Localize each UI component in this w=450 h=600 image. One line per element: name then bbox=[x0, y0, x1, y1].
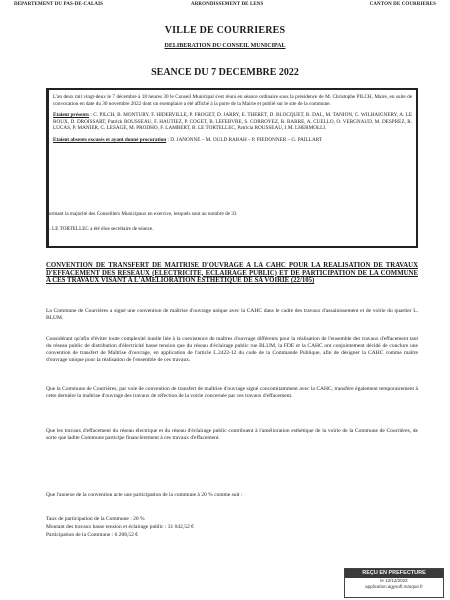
deliberation-subtitle: DELIBERATION DU CONSEIL MUNICIPAL bbox=[164, 43, 286, 49]
paragraph-2: Considérant qu'afin d'éviter toute complexité inutile liée à la coexistence de maîtres d'ouvrage différents pour la réalisation de l'ensemble des travaux d'effacement tant du réseau public de distribution d'électricité basse tension que du réseau d'éclairage public rue BLUM, la FDE et la CAHC ont conjointement décidé de conclure une convention de transfert de Maîtrise d'ouvrage, en application de l'article L.2422-12 du code de la Commande Publique, afin de désigner la CAHC comme maître d'ouvrage unique pour la réalisation de l'ensemble de ces travaux. bbox=[46, 336, 418, 363]
attendance-box bbox=[46, 88, 418, 248]
header-canton: CANTON DE COURRIERES bbox=[369, 2, 436, 7]
present-list: : C. PILCH, B. MONTURY, F. HIDERVILLE, P. FROGET, D. JARRY, E. THERET, D. BLOCQUET, B. DAL, M. TANION, C. WILHAIGNERY, A. LE ROUX, D. DROISSART, Patrick ROUSSEAU, F. HAUTIEZ, P. COGET, B. LEFEBVRE, S. CORROYEZ, R. BARRE, A. CUELLO, O. VERGNAUD, M. DESPREZ, R. LUCAS, P. MANIER, C. LESAGE, M. PRODHO, F. LAMBERT, B. LE TORTELLEC, Patricia ROUSSEAU, J.M. LHERMOLLI. bbox=[53, 112, 412, 132]
list-item: Montant des travaux basse tension et éclairage public : 31 042,52 € bbox=[46, 523, 194, 530]
secretary-text: B. LE TORTELLEC a été élue secrétaire de séance. bbox=[46, 226, 154, 232]
participation-list bbox=[46, 516, 346, 539]
prefecture-stamp bbox=[344, 568, 444, 598]
present-label: Etaient présents bbox=[53, 112, 89, 119]
paragraph-1: La Commune de Courrières a signé une convention de maîtrise d'ouvrage unique avec la CAHC dans le cadre des travaux d'assainissement et de voirie du quartier L. BLUM. bbox=[46, 308, 418, 321]
present-paragraph bbox=[53, 112, 412, 132]
absent-list: : D. JANONNE – M. OULD RABAH – P. PIEDONNER – G. PAILLART bbox=[167, 136, 323, 143]
page-title: VILLE DE COURRIERES bbox=[164, 25, 286, 36]
stamp-date: le 12/12/2022 bbox=[380, 578, 408, 583]
absent-label: Etaient absents excusés et ayant donné procuration bbox=[53, 136, 167, 143]
absent-paragraph bbox=[53, 137, 412, 144]
list-item: Taux de participation de la Commune : 20 % bbox=[46, 516, 145, 522]
session-date: SEANCE DU 7 DECEMBRE 2022 bbox=[151, 67, 299, 78]
stamp-title: REÇU EN PREFECTURE bbox=[345, 569, 443, 578]
header-department: DEPARTEMENT DU PAS-DE-CALAIS bbox=[14, 2, 104, 7]
paragraph-4: Que les travaux d'effacement du réseau électrique et du réseau d'éclairage public contribuent à l'amélioration esthétique de la voirie de la Commune de Courrières, de sorte que ladite Commune participe financièrement à ces travaux d'effacement. bbox=[46, 428, 418, 441]
header-arrondissement: ARRONDISSEMENT DE LENS bbox=[191, 2, 264, 7]
section-heading: CONVENTION DE TRANSFERT DE MAITRISE D'OUVRAGE A LA CAHC POUR LA REALISATION DE TRAVAUX D'EFFACEMENT DES RESEAUX (ELECTRICITE, ECLAIRAGE PUBLIC) ET DE PARTICIPATION DE LA COMMUNE A CES TRAVAUX VISANT A L'AMELIORATION ESTHETIQUE DE SA VOIRIE (22/105) bbox=[46, 262, 418, 284]
paragraph-5: Que l'annexe de la convention acte une participation de la commune à 20 % comme suit : bbox=[46, 492, 243, 498]
stamp-url: application.agysoft.marque.fr bbox=[365, 584, 423, 589]
intro-paragraph: L'an deux mil vingt-deux le 7 décembre à 18 heures 30 le Conseil Municipal s'est réuni en séance ordinaire sous la présidence de M. Christophe PILCH, Maire, en suite de convocation en date du 30 novembre 2022 dont un exemplaire a été affiché à la porte de la Mairie et publié sur le site de la commune. bbox=[53, 94, 412, 107]
list-item: Participation de la Commune : 6 208,52 € bbox=[46, 531, 138, 538]
quorum-text: Formant la majorité des Conseillers Municipaux en exercice, lesquels sont au nombre de 33 bbox=[46, 211, 237, 217]
paragraph-3: Que la Commune de Courrières, par voie de convention de transfert de maîtrise d'ouvrage signé concomitamment avec la CAHC, transfère également temporairement à cette dernière la maîtrise d'ouvrage des travaux de réfection de la voirie concernée par ces travaux d'effacement. bbox=[46, 386, 418, 399]
department-header bbox=[8, 2, 442, 12]
